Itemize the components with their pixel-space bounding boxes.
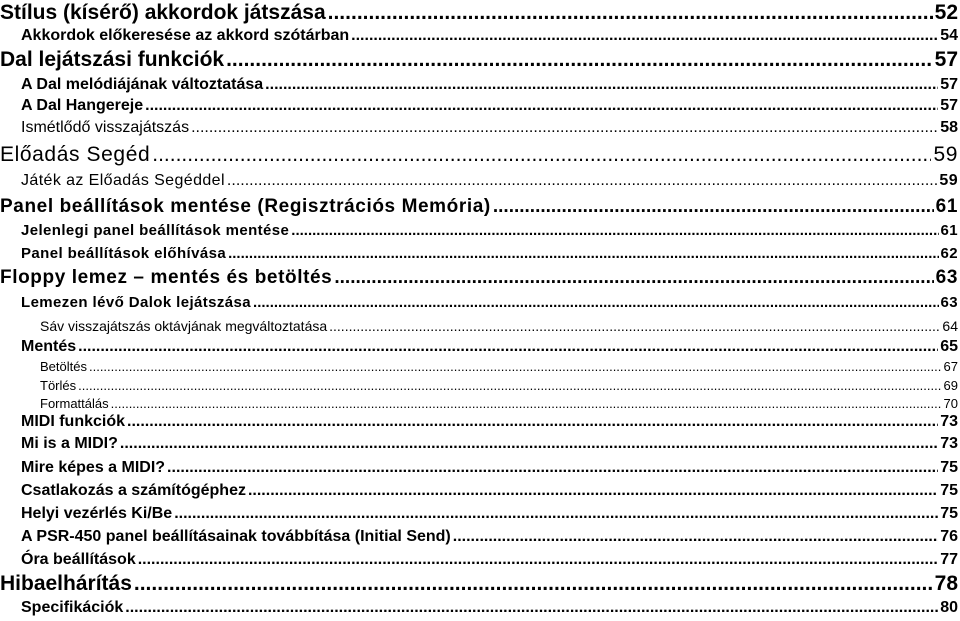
toc-entry — [21, 599, 958, 617]
toc-entry-page: 59 — [939, 172, 958, 189]
toc-entry-page: 59 — [933, 143, 958, 166]
toc-leader-dots — [78, 338, 938, 356]
toc-entry-title: Előadás Segéd — [0, 143, 151, 166]
toc-leader-dots — [111, 396, 942, 411]
toc-entry — [21, 482, 958, 500]
toc-entry-title: Hibaelhárítás — [0, 572, 132, 595]
toc-entry-page: 73 — [940, 413, 958, 430]
toc-entry-title: Mire képes a MIDI? — [21, 459, 166, 476]
toc-entry-title: Csatlakozás a számítógéphez — [21, 482, 246, 499]
toc-entry-page: 75 — [940, 505, 958, 522]
toc-entry — [21, 76, 958, 94]
toc-leader-dots — [226, 48, 933, 72]
toc-leader-dots — [78, 378, 941, 393]
toc-entry-title: Floppy lemez – mentés és betöltés — [0, 267, 333, 288]
toc-entry — [40, 318, 958, 334]
toc-entry — [0, 267, 958, 289]
toc-entry-page: 61 — [935, 196, 958, 217]
toc-entry-title: Specifikációk — [21, 599, 124, 616]
toc-entry-page: 57 — [940, 76, 958, 93]
toc-entry-title: Óra beállítások — [21, 551, 136, 568]
toc-entry-page: 64 — [942, 318, 958, 334]
toc-leader-dots — [329, 318, 940, 334]
toc-entry-title: Stílus (kísérő) akkordok játszása — [0, 1, 326, 24]
toc-entry — [21, 119, 958, 137]
toc-leader-dots — [125, 599, 938, 617]
toc-entry-page: 57 — [934, 48, 958, 71]
toc-leader-dots — [191, 119, 938, 137]
toc-entry — [21, 245, 958, 262]
toc-entry-title: Mi is a MIDI? — [21, 435, 118, 452]
toc-entry-title: A PSR-450 panel beállításainak továbbítása (Initial Send) — [21, 528, 451, 545]
toc-entry — [21, 172, 958, 190]
toc-entry-page: 61 — [940, 222, 958, 239]
toc-entry — [21, 459, 958, 477]
toc-leader-dots — [138, 551, 938, 569]
toc-entry-page: 63 — [935, 267, 958, 288]
toc-leader-dots — [89, 359, 942, 374]
toc-entry-title: Ismétlődő visszajátszás — [21, 119, 190, 136]
toc-entry-page: 67 — [943, 359, 958, 374]
toc-leader-dots — [145, 97, 938, 115]
toc-entry — [0, 143, 958, 167]
toc-entry-title: Dal lejátszási funkciók — [0, 48, 225, 71]
toc-entry-page: 77 — [940, 551, 958, 568]
toc-leader-dots — [174, 505, 938, 523]
toc-entry-title: Formattálás — [40, 396, 109, 411]
toc-entry-title: Panel beállítások előhívása — [21, 245, 227, 262]
toc-entry-page: 75 — [940, 482, 958, 499]
toc-entry-title: Helyi vezérlés Ki/Be — [21, 505, 173, 522]
toc-leader-dots — [253, 294, 938, 311]
toc-entry-page: 57 — [940, 97, 958, 114]
toc-entry-page: 58 — [940, 119, 958, 136]
toc-entry-page: 54 — [940, 27, 958, 44]
toc-leader-dots — [328, 1, 933, 25]
toc-entry — [0, 196, 958, 218]
toc-leader-dots — [265, 76, 938, 94]
toc-entry-page: 76 — [940, 528, 958, 545]
toc-leader-dots — [493, 196, 934, 218]
toc-leader-dots — [152, 143, 931, 167]
toc-leader-dots — [351, 27, 938, 45]
toc-entry-title: Játék az Előadás Segéddel — [21, 172, 225, 189]
toc-entry — [21, 27, 958, 45]
toc-entry — [40, 396, 958, 411]
toc-entry — [21, 528, 958, 546]
toc-leader-dots — [134, 572, 933, 596]
toc-leader-dots — [227, 172, 937, 190]
toc-entry-title: A Dal melódiájának változtatása — [21, 76, 264, 93]
toc-entry-title: Mentés — [21, 338, 77, 355]
toc-entry — [21, 435, 958, 453]
toc-entry-page: 63 — [940, 294, 958, 311]
toc-entry — [0, 1, 958, 25]
toc-entry — [21, 222, 958, 239]
toc-entry-title: A Dal Hangereje — [21, 97, 144, 114]
toc-entry — [0, 572, 958, 596]
toc-leader-dots — [120, 435, 938, 453]
toc-entry-page: 73 — [940, 435, 958, 452]
toc-entry-page: 78 — [934, 572, 958, 595]
toc-entry-title: Sáv visszajátszás oktávjának megváltoztatása — [40, 318, 328, 334]
toc-entry-page: 65 — [940, 338, 958, 355]
toc-entry-page: 52 — [934, 1, 958, 24]
toc-entry-page: 75 — [940, 459, 958, 476]
toc-entry-page: 62 — [940, 245, 958, 262]
toc-entry — [40, 378, 958, 393]
toc-leader-dots — [453, 528, 938, 546]
toc-entry — [21, 294, 958, 311]
toc-entry-title: Törlés — [40, 378, 77, 393]
toc-entry — [21, 551, 958, 569]
toc-entry-page: 70 — [943, 396, 958, 411]
toc-entry-title: Betöltés — [40, 359, 87, 374]
toc-entry-title: Lemezen lévő Dalok lejátszása — [21, 294, 252, 311]
toc-entry-title: Jelenlegi panel beállítások mentése — [21, 222, 290, 239]
toc-entry — [21, 413, 958, 431]
toc-leader-dots — [127, 413, 938, 431]
toc-entry-page: 69 — [943, 378, 958, 393]
toc-leader-dots — [334, 267, 933, 289]
toc-entry-title: Panel beállítások mentése (Regisztrációs Memória) — [0, 196, 491, 217]
toc-entry-page: 80 — [940, 599, 958, 616]
toc-leader-dots — [167, 459, 938, 477]
toc-entry-title: Akkordok előkeresése az akkord szótárban — [21, 27, 350, 44]
toc-leader-dots — [291, 222, 938, 239]
toc-leader-dots — [228, 245, 938, 262]
toc-entry — [0, 48, 958, 72]
toc-entry — [21, 338, 958, 356]
toc-entry-title: MIDI funkciók — [21, 413, 126, 430]
toc-entry — [21, 505, 958, 523]
toc-entry — [40, 359, 958, 374]
toc-entry — [21, 97, 958, 115]
toc-leader-dots — [248, 482, 938, 500]
